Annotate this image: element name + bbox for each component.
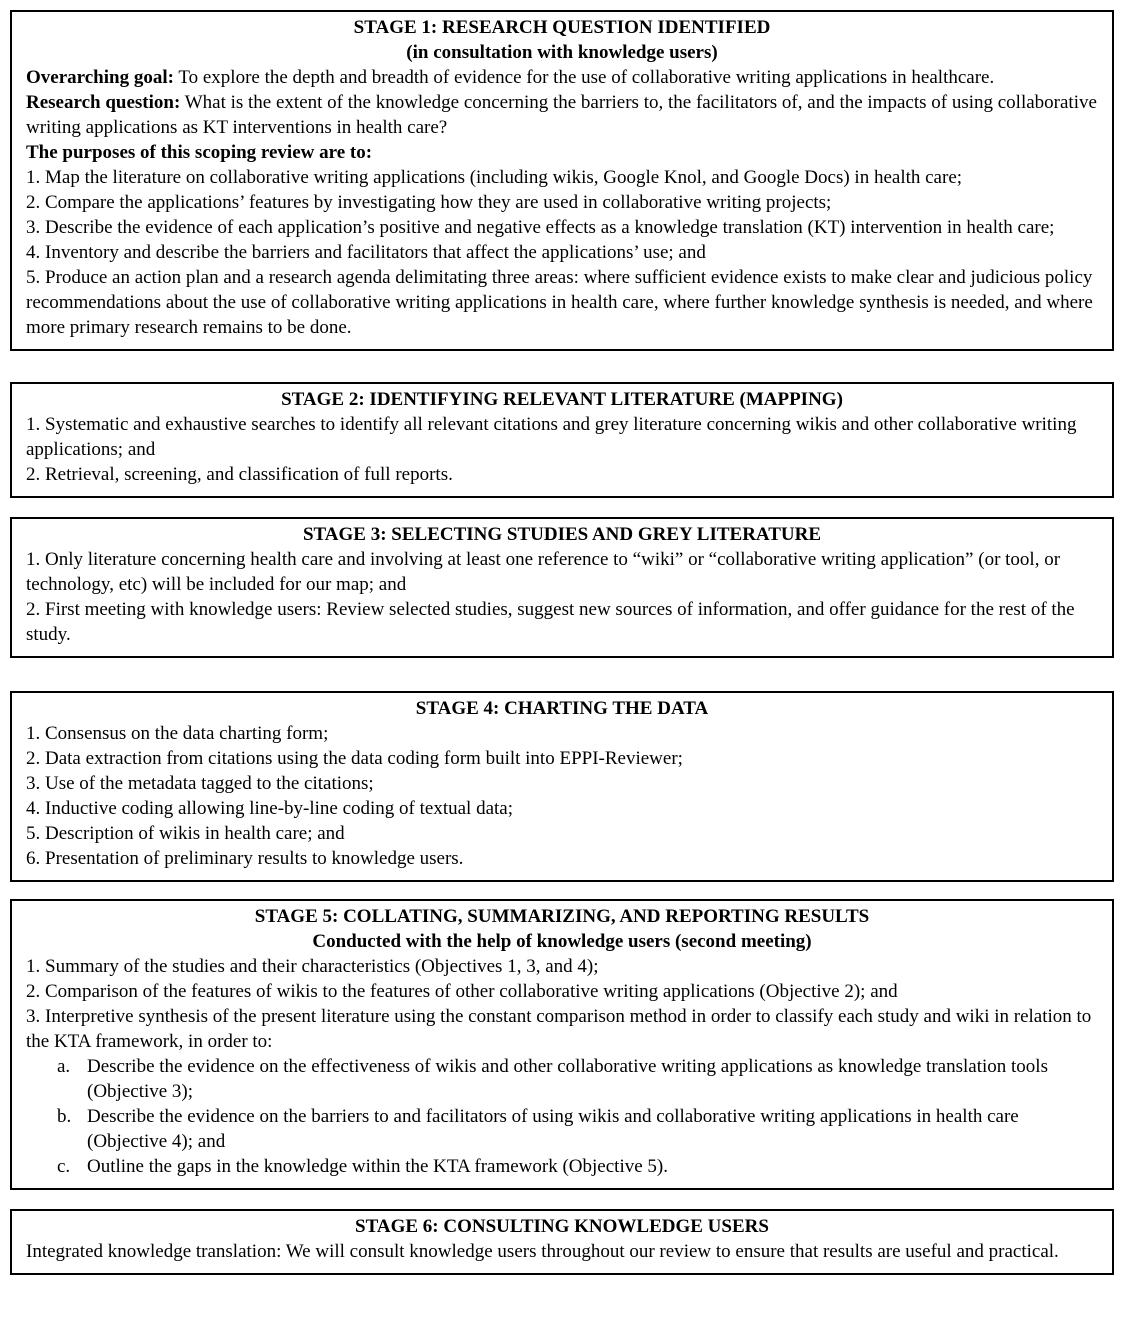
stage-4-box (10, 691, 1114, 882)
stage-5-box (10, 899, 1114, 1190)
scoping-review-stages-figure (10, 10, 1114, 1275)
stage-1-box (10, 10, 1114, 351)
stage-1-subtitle: (in consultation with knowledge users) (406, 42, 718, 63)
list-item: 2. First meeting with knowledge users: Review selected studies, suggest new sources of information, and offer guidance for the rest of the study. (26, 599, 1075, 645)
list-item: 5. Description of wikis in health care; and (26, 823, 345, 844)
list-item: 1. Only literature concerning health care and involving at least one reference to “wiki” or “collaborative writing application” (or tool, or technology, etc) will be included for our map; and (26, 549, 1061, 595)
paragraph-text: To explore the depth and breadth of evidence for the use of collaborative writing applications in healthcare. (173, 67, 995, 88)
paragraph-lead: Overarching goal: (26, 67, 174, 88)
sub-item-text: Describe the evidence on the barriers to and facilitators of using wikis and collaborative writing applications in health care (Objective 4); and (87, 1106, 1019, 1152)
list-item: 4. Inductive coding allowing line-by-line coding of textual data; (26, 798, 514, 819)
list-item: 3. Describe the evidence of each application’s positive and negative effects as a knowledge translation (KT) intervention in health care; (26, 217, 1055, 238)
stage-1-title: STAGE 1: RESEARCH QUESTION IDENTIFIED (353, 17, 771, 38)
paragraph (26, 65, 1098, 90)
item-marker: b. (57, 1106, 72, 1127)
item-marker: a. (57, 1056, 71, 1077)
stage-2-box (10, 382, 1114, 498)
list-item: 3. Interpretive synthesis of the present literature using the constant comparison method in order to classify each study and wiki in relation to the KTA framework, in order to: (26, 1006, 1092, 1052)
list-item: 5. Produce an action plan and a research agenda delimitating three areas: where sufficient evidence exists to make clear and judicious policy recommendations about the use of collaborative writing applications in health care, where further knowledge synthesis is needed, and where more primary research remains to be done. (26, 267, 1093, 338)
paragraph (26, 90, 1098, 140)
list-item: 2. Compare the applications’ features by investigating how they are used in collaborative writing projects; (26, 192, 832, 213)
list-item: 2. Retrieval, screening, and classification of full reports. (26, 464, 453, 485)
list-item: 2. Comparison of the features of wikis to the features of other collaborative writing applications (Objective 2); and (26, 981, 898, 1002)
list-item: 1. Map the literature on collaborative writing applications (including wikis, Google Knol, and Google Docs) in health care; (26, 167, 963, 188)
list-item: 1. Consensus on the data charting form; (26, 723, 329, 744)
stage-5-title: STAGE 5: COLLATING, SUMMARIZING, AND REPORTING RESULTS (254, 906, 870, 927)
stage-3-title: STAGE 3: SELECTING STUDIES AND GREY LITERATURE (302, 524, 822, 545)
stage-6-title: STAGE 6: CONSULTING KNOWLEDGE USERS (355, 1216, 769, 1237)
stage-4-title: STAGE 4: CHARTING THE DATA (415, 698, 709, 719)
sub-item-text: Describe the evidence on the effectiveness of wikis and other collaborative writing applications as knowledge translation tools (Objective 3); (87, 1056, 1048, 1102)
stage-3-box (10, 517, 1114, 658)
sub-list-item (26, 1104, 1098, 1154)
item-marker: c. (57, 1156, 71, 1177)
stage-5-subtitle: Conducted with the help of knowledge users (second meeting) (312, 931, 812, 952)
paragraph-text: What is the extent of the knowledge concerning the barriers to, the facilitators of, and the impacts of using collaborative writing applications as KT interventions in health care? (26, 92, 1097, 138)
paragraph-lead: The purposes of this scoping review are to: (26, 142, 373, 163)
list-item: 1. Summary of the studies and their characteristics (Objectives 1, 3, and 4); (26, 956, 599, 977)
paragraph-lead: Research question: (26, 92, 181, 113)
list-item: 4. Inventory and describe the barriers and facilitators that affect the applications’ use; and (26, 242, 706, 263)
sub-list-item (26, 1154, 1098, 1179)
list-item: 2. Data extraction from citations using the data coding form built into EPPI-Reviewer; (26, 748, 683, 769)
stage-2-title: STAGE 2: IDENTIFYING RELEVANT LITERATURE (MAPPING) (281, 389, 843, 410)
list-item: 6. Presentation of preliminary results to knowledge users. (26, 848, 464, 869)
list-item: 1. Systematic and exhaustive searches to identify all relevant citations and grey literature concerning wikis and other collaborative writing applications; and (26, 414, 1077, 460)
stage-6-box (10, 1209, 1114, 1275)
sub-list-item (26, 1054, 1098, 1104)
paragraph: Integrated knowledge translation: We will consult knowledge users throughout our review to ensure that results are useful and practical. (26, 1241, 1059, 1262)
sub-item-text: Outline the gaps in the knowledge within the KTA framework (Objective 5). (87, 1156, 668, 1177)
list-item: 3. Use of the metadata tagged to the citations; (26, 773, 374, 794)
paragraph (26, 140, 1098, 165)
